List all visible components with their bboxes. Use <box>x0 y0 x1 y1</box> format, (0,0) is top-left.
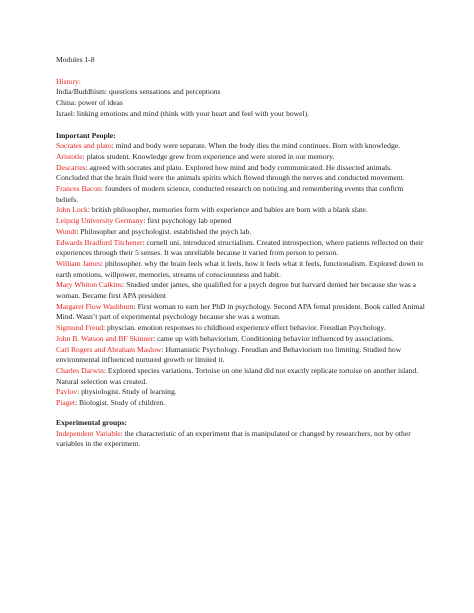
entry <box>56 184 426 205</box>
history-line: Israel: linking emotions and mind (think with your heart and feel with your bowel). <box>56 108 310 118</box>
people-list <box>56 141 426 409</box>
entry-text: : agreed with socrates and plato. Explored how mind and body communicated. He dissected animals. Concluded that the brain fluid were the animals spirits which flowed through the nerves and conducted movement. <box>56 162 405 183</box>
entry <box>56 163 426 184</box>
document-title: Modules 1-8 <box>56 55 95 64</box>
entry-text: : platos student. Knowledge grew from experience and were stored in our memory. <box>82 151 335 161</box>
entry-term: Charles Darwin <box>56 365 104 375</box>
entry-term: Aristotle <box>56 151 83 161</box>
entry-term: Socrates and plato <box>56 141 112 151</box>
entry-text: : Biologist. Study of children. <box>74 398 166 408</box>
entry-term: Margaret Flow Washburn <box>56 301 134 311</box>
entry <box>56 387 426 398</box>
entry-text: : physiologist. Study of learning. <box>77 387 177 397</box>
entry-text: : founders of modern science, conducted research on noticing and remembering events that confirm beliefs. <box>56 184 404 204</box>
experimental-groups-section <box>56 418 426 450</box>
entry-term: Frances Bacon <box>56 184 101 194</box>
entry-term: John B. Watson and BF Skinner <box>56 333 154 343</box>
entry <box>56 259 426 280</box>
entry-term: Wundt <box>56 226 77 236</box>
entry-text: : Humanistic Psychology. Freudian and Behaviorism too limiting. Studied how environmental influenced nurtured growth or limited it. <box>56 344 402 365</box>
experimental-groups-heading: Experimental groups: <box>56 417 127 427</box>
entry-text: : Explored species variations. Tortoise on one island did not exactly replicate tortoise on another island. Natural selection was created. <box>56 365 419 386</box>
important-people-section <box>56 131 426 409</box>
entry <box>56 334 426 345</box>
entry-text: : british philosopher, memories form with experience and babies are born with a blank slate. <box>87 205 368 215</box>
entry-term: Piaget <box>56 398 75 408</box>
entry-term: Edwards Bradford Titchener <box>56 237 143 247</box>
entry-text: : philosopher. why the brain feels what it feels, how it feels what it feels, functionalism. Explored down to earth emotions, willpower, memories, streams of consciousness and habit. <box>56 258 424 279</box>
entry-text: : Studied under james, she qualified for a psych degree but harvard denied her because she was a woman. Became first APA president <box>56 280 417 301</box>
entry <box>56 216 426 227</box>
entry <box>56 323 426 334</box>
entry-text: : physcian. emotion responses to childhood experience effect behavior. Freudian Psychology. <box>103 323 386 333</box>
document-body <box>56 55 426 450</box>
entry-text: : came up with behaviorism. Conditioning behavior influenced by associations. <box>153 333 394 343</box>
entry-term: Carl Rogers and Abraham Maslow <box>56 344 162 354</box>
entry-text: : mind and body were separate. When the body dies the mind continues. Born with knowledge. <box>111 141 401 151</box>
entry <box>56 429 426 450</box>
entry <box>56 345 426 366</box>
entry-text: : first psychology lab opened <box>143 216 232 226</box>
entry-term: William James <box>56 258 102 268</box>
entry <box>56 366 426 387</box>
entry-term: Mary Whiton Calkins <box>56 280 123 290</box>
entry <box>56 227 426 238</box>
entry-term: John Lock <box>56 205 88 215</box>
history-section <box>56 77 426 120</box>
entry-term: Independent Variable <box>56 428 121 438</box>
entry-term: Pavlov <box>56 387 78 397</box>
entry-term: Leipzig University Germany <box>56 216 144 226</box>
entry <box>56 205 426 216</box>
entry-text: : cornell uni, introduced structialism. Created introspection, where patients reflected on their experiences through their 5 senses. It was unreliable because it varied from person to person. <box>56 237 424 258</box>
entry-term: Sigmund Freud <box>56 323 104 333</box>
history-line: India/Buddhism: questions sensations and perceptions <box>56 87 221 97</box>
entry-text: : First woman to earn her PhD in psychology. Second APA femal president. Book called Animal Mind. Wasn’t part of experimental psychology because she was a woman. <box>56 301 425 322</box>
entry <box>56 398 426 409</box>
entry <box>56 238 426 259</box>
history-line: China: power of ideas <box>56 98 123 108</box>
entry <box>56 141 426 152</box>
entry-text: : the characteristic of an experiment that is manipulated or changed by researchers, not by other variables in the experiment. <box>56 428 411 449</box>
entry-term: Descartes <box>56 162 86 172</box>
experimental-groups-list <box>56 429 426 450</box>
entry <box>56 302 426 323</box>
entry <box>56 152 426 163</box>
entry <box>56 280 426 301</box>
important-people-heading: Important People: <box>56 130 116 140</box>
history-label: History: <box>56 76 81 86</box>
entry-text: : Philosopher and psychologist. established the psych lab. <box>76 226 252 236</box>
